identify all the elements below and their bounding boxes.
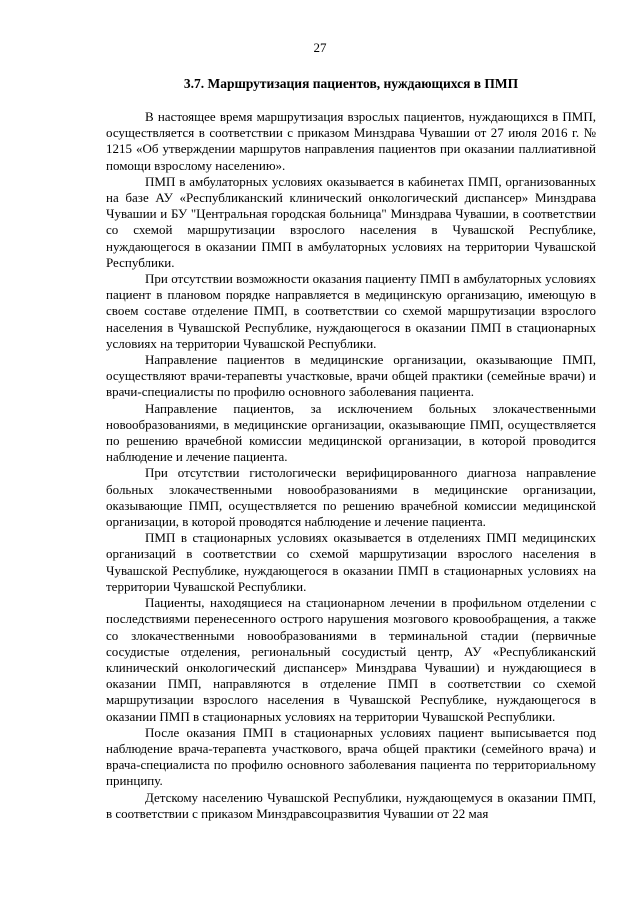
page-number: 27 — [313, 40, 327, 55]
paragraph: Направление пациентов, за исключением больных злокачественными новообразованиями, в медицинские организации, оказывающие ПМП, осуществляется по решению врачебной комиссии медицинской организации, в которой проводится наблюдение и лечение пациента. — [106, 400, 596, 465]
paragraph: Пациенты, находящиеся на стационарном лечении в профильном отделении с последствиями перенесенного острого нарушения мозгового кровообращения, а также со злокачественными новообразованиями в терминальной стадии (первичные сосудистые отделения, региональный сосудистый центр, АУ «Республиканский клинический онкологический диспансер» Минздрава Чувашии) и нуждающиеся в оказании ПМП, направляются в отделение ПМП в соответствии со схемой маршрутизации взрослого населения в Чувашской Республике, нуждающегося в оказании ПМП в стационарных условиях на территории Чувашской Республики. — [106, 595, 596, 724]
paragraph: При отсутствии гистологически верифицированного диагноза направление больных злокачественными новообразованиями в медицинские организации, оказывающие ПМП, осуществляется по решению врачебной комиссии медицинской организации, в которой проводятся наблюдение и лечение пациента. — [106, 465, 596, 530]
paragraph: ПМП в стационарных условиях оказывается в отделениях ПМП медицинских организаций в соответствии со схемой маршрутизации взрослого населения в Чувашской Республике, нуждающегося в оказании ПМП в стационарных условиях на территории Чувашской Республики. — [106, 530, 596, 594]
paragraph: Направление пациентов в медицинские организации, оказывающие ПМП, осуществляют врачи-терапевты участковые, врачи общей практики (семейные врачи) и врачи-специалисты по профилю основного заболевания пациента. — [106, 352, 596, 400]
section-heading: 3.7. Маршрутизация пациентов, нуждающихся в ПМП — [183, 76, 519, 91]
paragraph: ПМП в амбулаторных условиях оказывается в кабинетах ПМП, организованных на базе АУ «Республиканский клинический онкологический диспансер» Минздрава Чувашии и БУ "Центральная городская больница" Минздрава Чувашии, в соответствии со схемой маршрутизации взрослого населения в Чувашской Республике, нуждающегося в оказании ПМП в амбулаторных условиях на территории Чувашской Республики. — [106, 173, 596, 270]
paragraph: При отсутствии возможности оказания пациенту ПМП в амбулаторных условиях пациент в плановом порядке направляется в медицинскую организацию, имеющую в своем составе отделение ПМП, в соответствии со схемой маршрутизации взрослого населения в Чувашской Республике, нуждающегося в оказании ПМП в стационарных условиях на территории Чувашской Республики. — [106, 271, 596, 351]
paragraph: После оказания ПМП в стационарных условиях пациент выписывается под наблюдение врача-терапевта участкового, врача общей практики (семейного врача) и врача-специалиста по профилю основного заболевания пациента по территориальному принципу. — [106, 724, 596, 789]
paragraph: Детскому населению Чувашской Республики, нуждающемуся в оказании ПМП, в соответствии с приказом Минздравсоцразвития Чувашии от 22 мая — [106, 789, 596, 821]
paragraph: В настоящее время маршрутизация взрослых пациентов, нуждающихся в ПМП, осуществляется в соответствии с приказом Минздрава Чувашии от 27 июля 2016 г. № 1215 «Об утверждении маршрутов направления пациентов при оказании паллиативной помощи взрослому населению». — [106, 109, 596, 173]
body-text — [106, 109, 596, 822]
